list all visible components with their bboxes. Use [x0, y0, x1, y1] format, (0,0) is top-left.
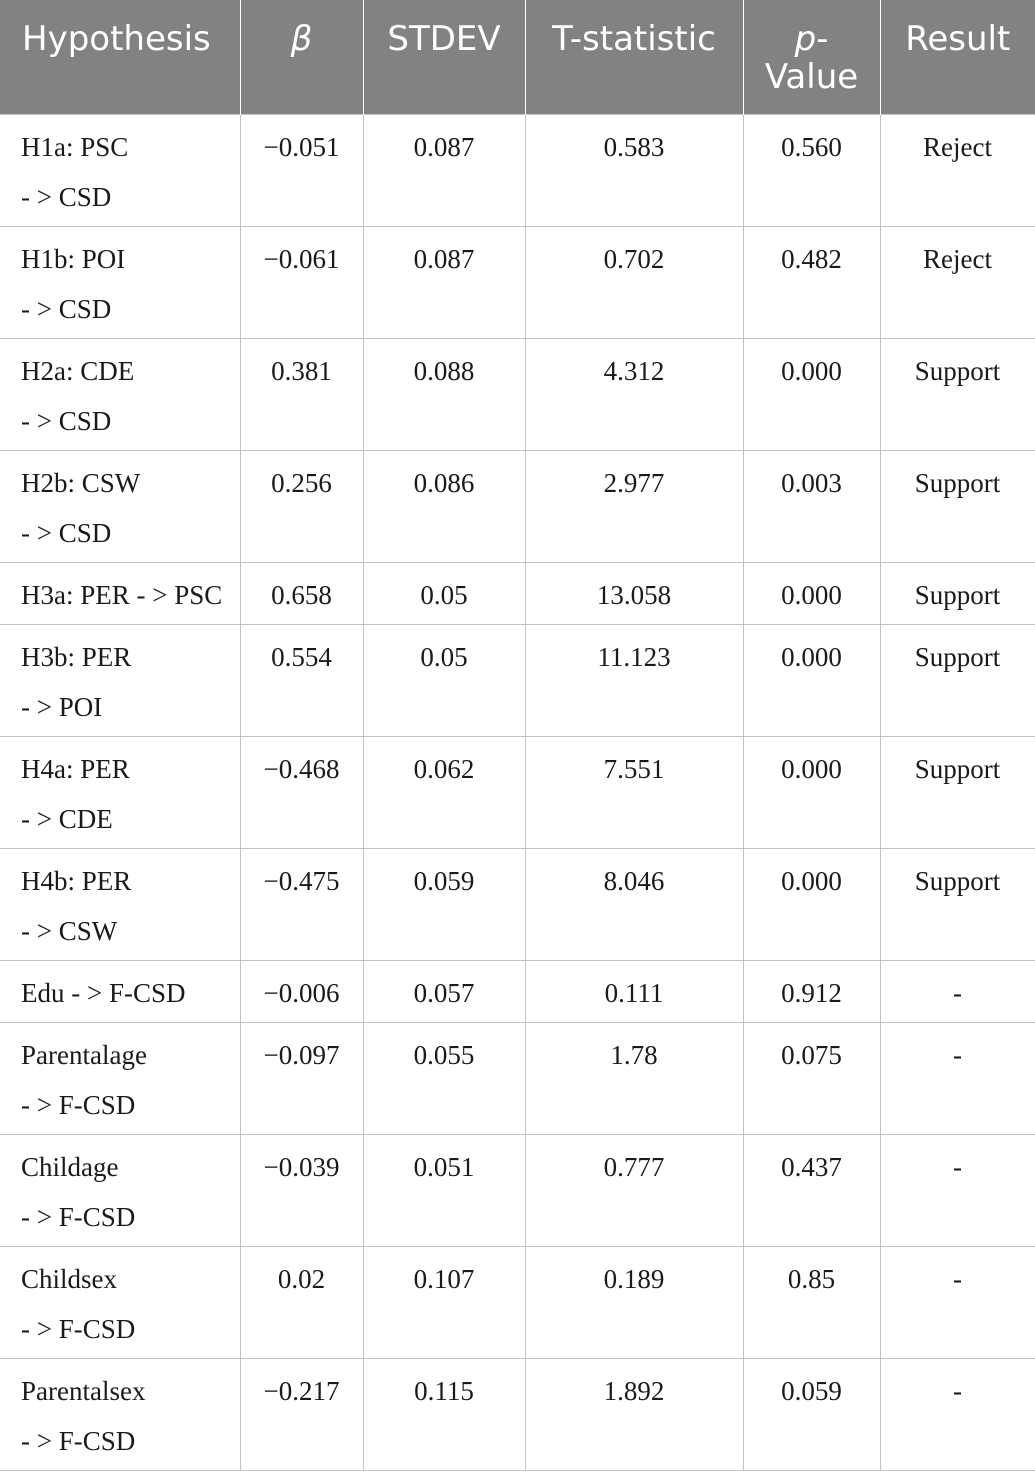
table-row: [0, 960, 1035, 1022]
cell-p-value: 0.437: [743, 1134, 880, 1246]
cell-hypothesis: [0, 848, 240, 960]
cell-beta: 0.256: [240, 450, 363, 562]
cell-t-statistic: 0.777: [525, 1134, 743, 1246]
cell-result: Support: [880, 450, 1035, 562]
table-row: [0, 562, 1035, 624]
cell-result: Support: [880, 736, 1035, 848]
cell-p-value: 0.075: [743, 1022, 880, 1134]
cell-result: -: [880, 1246, 1035, 1358]
table-row: [0, 338, 1035, 450]
cell-stdev: 0.059: [363, 848, 525, 960]
cell-result: Support: [880, 338, 1035, 450]
cell-result: -: [880, 1134, 1035, 1246]
cell-beta: 0.381: [240, 338, 363, 450]
cell-t-statistic: 0.702: [525, 226, 743, 338]
cell-beta: 0.02: [240, 1246, 363, 1358]
cell-stdev: 0.107: [363, 1246, 525, 1358]
hypothesis-line: H1b: POI: [21, 243, 126, 274]
cell-stdev: 0.051: [363, 1134, 525, 1246]
table-row: [0, 1246, 1035, 1358]
cell-hypothesis: [0, 1246, 240, 1358]
cell-t-statistic: 7.551: [525, 736, 743, 848]
cell-t-statistic: 0.189: [525, 1246, 743, 1358]
cell-p-value: 0.003: [743, 450, 880, 562]
cell-t-statistic: 1.78: [525, 1022, 743, 1134]
cell-t-statistic: 0.111: [525, 960, 743, 1022]
table-header: [0, 0, 1035, 114]
cell-beta: −0.006: [240, 960, 363, 1022]
cell-hypothesis: [0, 1134, 240, 1246]
cell-result: -: [880, 1358, 1035, 1470]
hypothesis-line: Parentalsex: [21, 1375, 146, 1406]
cell-t-statistic: 0.583: [525, 114, 743, 226]
cell-beta: −0.217: [240, 1358, 363, 1470]
cell-hypothesis: [0, 226, 240, 338]
cell-result: Reject: [880, 114, 1035, 226]
table-row: [0, 736, 1035, 848]
cell-result: Support: [880, 848, 1035, 960]
cell-hypothesis: [0, 114, 240, 226]
hypothesis-line: - > F-CSD: [21, 1313, 136, 1344]
hypothesis-line: - > F-CSD: [21, 1425, 136, 1456]
cell-p-value: 0.000: [743, 848, 880, 960]
table-row: [0, 114, 1035, 226]
hypothesis-line: Edu - > F-CSD: [21, 977, 186, 1008]
cell-p-value: 0.85: [743, 1246, 880, 1358]
cell-stdev: 0.088: [363, 338, 525, 450]
hypothesis-line: - > CSD: [21, 517, 112, 548]
hypothesis-line: - > F-CSD: [21, 1201, 136, 1232]
cell-p-value: 0.000: [743, 338, 880, 450]
table-row: [0, 1022, 1035, 1134]
hypothesis-line: Childage: [21, 1151, 119, 1182]
table-row: [0, 1358, 1035, 1470]
cell-beta: −0.097: [240, 1022, 363, 1134]
hypothesis-line: - > CSD: [21, 293, 112, 324]
cell-t-statistic: 13.058: [525, 562, 743, 624]
cell-hypothesis: [0, 736, 240, 848]
hypothesis-line: - > POI: [21, 691, 103, 722]
header-p-value: p- Value: [743, 0, 880, 114]
cell-t-statistic: 1.892: [525, 1358, 743, 1470]
cell-t-statistic: 4.312: [525, 338, 743, 450]
cell-t-statistic: 11.123: [525, 624, 743, 736]
cell-p-value: 0.000: [743, 562, 880, 624]
header-t-statistic: T-statistic: [525, 0, 743, 114]
hypothesis-line: - > F-CSD: [21, 1089, 136, 1120]
cell-result: Support: [880, 624, 1035, 736]
cell-hypothesis: [0, 624, 240, 736]
cell-beta: −0.039: [240, 1134, 363, 1246]
hypothesis-line: - > CSW: [21, 915, 118, 946]
hypothesis-line: H1a: PSC: [21, 131, 129, 162]
cell-beta: −0.051: [240, 114, 363, 226]
cell-result: -: [880, 1022, 1035, 1134]
cell-p-value: 0.000: [743, 736, 880, 848]
cell-p-value: 0.000: [743, 624, 880, 736]
hypothesis-line: - > CDE: [21, 803, 113, 834]
cell-stdev: 0.057: [363, 960, 525, 1022]
cell-p-value: 0.560: [743, 114, 880, 226]
hypothesis-line: Parentalage: [21, 1039, 147, 1070]
header-row: [0, 0, 1035, 114]
header-stdev: STDEV: [363, 0, 525, 114]
cell-stdev: 0.086: [363, 450, 525, 562]
hypothesis-line: H2b: CSW: [21, 467, 141, 498]
cell-beta: 0.658: [240, 562, 363, 624]
cell-stdev: 0.062: [363, 736, 525, 848]
cell-stdev: 0.05: [363, 624, 525, 736]
cell-p-value: 0.482: [743, 226, 880, 338]
header-result: Result: [880, 0, 1035, 114]
table-row: [0, 848, 1035, 960]
table-body: [0, 114, 1035, 1470]
cell-stdev: 0.087: [363, 114, 525, 226]
header-beta: β: [240, 0, 363, 114]
cell-hypothesis: [0, 960, 240, 1022]
cell-hypothesis: [0, 1022, 240, 1134]
hypothesis-line: H4b: PER: [21, 865, 132, 896]
cell-result: Support: [880, 562, 1035, 624]
cell-beta: −0.468: [240, 736, 363, 848]
cell-t-statistic: 2.977: [525, 450, 743, 562]
table-row: [0, 1134, 1035, 1246]
cell-p-value: 0.912: [743, 960, 880, 1022]
cell-result: -: [880, 960, 1035, 1022]
cell-hypothesis: [0, 1358, 240, 1470]
cell-hypothesis: [0, 450, 240, 562]
hypothesis-line: - > CSD: [21, 181, 112, 212]
header-p-letter: p: [794, 19, 817, 59]
cell-hypothesis: [0, 562, 240, 624]
cell-result: Reject: [880, 226, 1035, 338]
cell-p-value: 0.059: [743, 1358, 880, 1470]
cell-stdev: 0.055: [363, 1022, 525, 1134]
table-row: [0, 450, 1035, 562]
header-hypothesis: Hypothesis: [0, 0, 240, 114]
table-row: [0, 624, 1035, 736]
cell-beta: −0.061: [240, 226, 363, 338]
hypothesis-line: H3b: PER: [21, 641, 132, 672]
hypothesis-line: H2a: CDE: [21, 355, 135, 386]
cell-stdev: 0.05: [363, 562, 525, 624]
cell-stdev: 0.087: [363, 226, 525, 338]
cell-stdev: 0.115: [363, 1358, 525, 1470]
hypothesis-line: H4a: PER: [21, 753, 130, 784]
cell-t-statistic: 8.046: [525, 848, 743, 960]
table-row: [0, 226, 1035, 338]
cell-hypothesis: [0, 338, 240, 450]
cell-beta: 0.554: [240, 624, 363, 736]
hypothesis-line: H3a: PER - > PSC: [21, 579, 223, 610]
cell-beta: −0.475: [240, 848, 363, 960]
hypothesis-line: Childsex: [21, 1263, 118, 1294]
header-value-word: Value: [764, 57, 859, 97]
hypothesis-line: - > CSD: [21, 405, 112, 436]
